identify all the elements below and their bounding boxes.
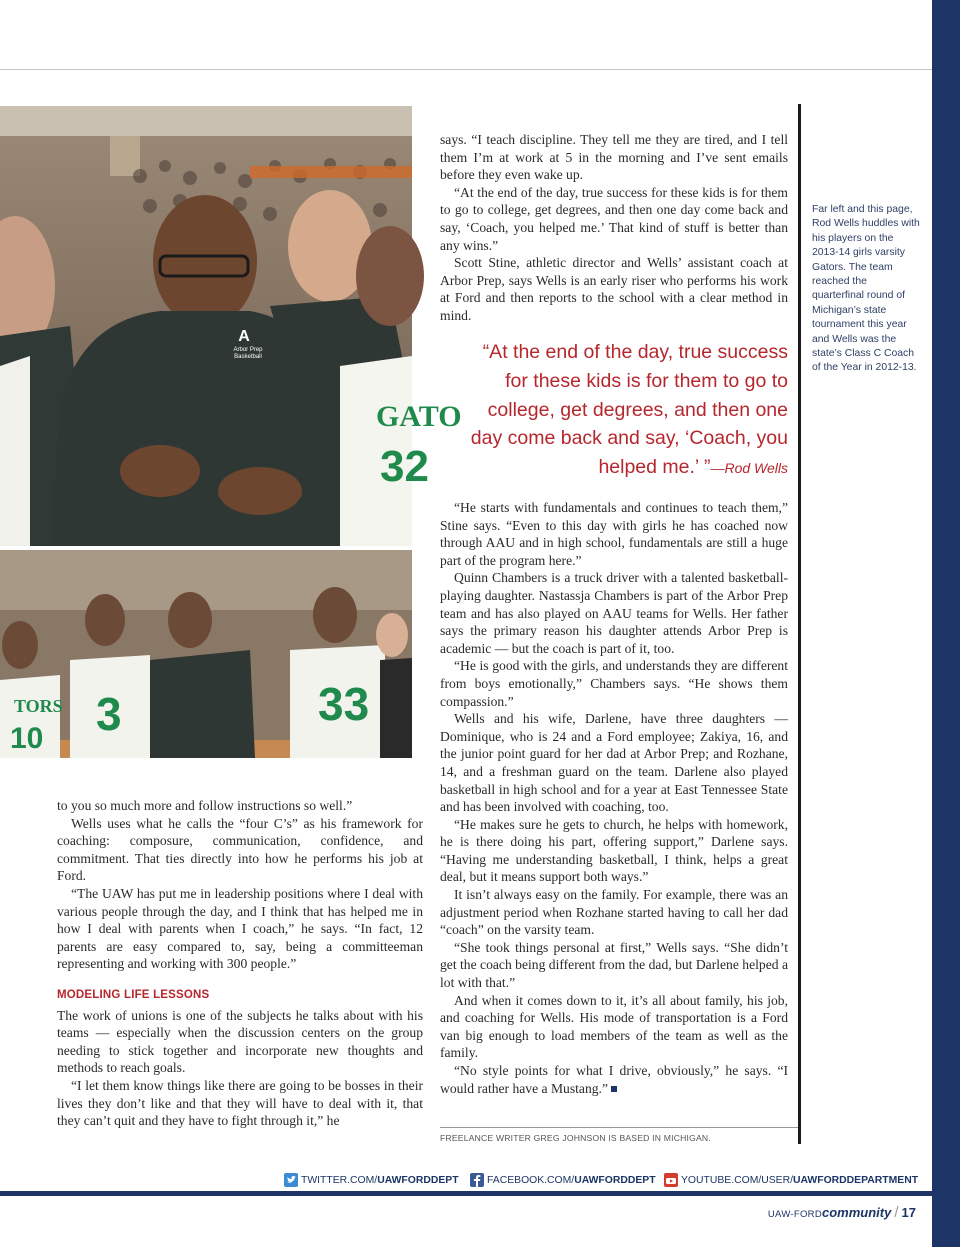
column-left (57, 797, 423, 1130)
jacket-logo-line2: Basketball (234, 354, 262, 360)
pull-quote (468, 338, 788, 483)
paragraph: And when it comes down to it, it’s all about family, his job, and coaching for Wells. His mode of transportation is a Ford van big enough to load members of the team as well as the family. (440, 992, 788, 1061)
last-paragraph-text: “No style points for what I drive, obviously,” he says. “I would rather have a Mustang.” (440, 1063, 788, 1096)
jersey-word-b: TORS (14, 696, 63, 716)
paragraph: The work of unions is one of the subjects he talks about with his teams — especially when the discussion centers on the group needing to stick together and incorporate new thoughts and methods to reach goals. (57, 1007, 423, 1076)
social-twitter-link[interactable] (284, 1172, 459, 1188)
youtube-prefix: YOUTUBE.COM/USER/ (681, 1174, 793, 1186)
paragraph: Scott Stine, athletic director and Wells’ assistant coach at Arbor Prep, says Wells is an early riser who performs his work at Ford and then reports to the school with a clear method in mind. (440, 255, 788, 323)
publication-prefix: UAW-FORD (767, 1209, 823, 1220)
social-facebook-link[interactable] (470, 1172, 656, 1188)
credit-rule (440, 1127, 798, 1128)
paragraph: It isn’t always easy on the family. For example, there was an adjustment period when Rozhane started having to call her dad “coach” on the varsity team. (440, 887, 788, 938)
facebook-icon (470, 1173, 484, 1187)
paragraph: Quinn Chambers is a truck driver with a talented basketball-playing daughter. Nastassja Chambers is part of the Arbor Prep team and has also played on AAU teams for Wells. Her father says the primary reason his daughter attends Arbor Prep is academic — but the coach is part of it, too. (440, 570, 788, 656)
folio (720, 1204, 916, 1222)
youtube-icon (664, 1173, 678, 1187)
header-rule (0, 69, 932, 70)
pull-quote-attribution: —Rod Wells (710, 460, 788, 477)
paragraph: “He is good with the girls, and understands they are different from boys emotionally,” Chambers says. “He shows them compassion.” (440, 658, 788, 709)
facebook-handle: UAWFORDDEPT (574, 1174, 656, 1186)
paragraph: “He makes sure he gets to church, he helps with homework, he is there doing his part, offering support,” Darlene says. “Having me understanding basketball, I think, helps a great deal, but it means support both ways.” (440, 816, 788, 885)
paragraph: “I let them know things like there are going to be bosses in their lives they don’t like and that they will have to deal with it, that they can’t quit and they have to fight through it,” he (57, 1077, 423, 1129)
footer-rule (0, 1191, 932, 1196)
jersey-number-c: 10 (10, 722, 44, 755)
twitter-icon (284, 1173, 298, 1187)
paragraph: says. “I teach discipline. They tell me they are tired, and I tell them I’m at work at 5 in the morning and I’ve sent emails before they even wake up. (440, 132, 788, 183)
page-number: 17 (901, 1205, 916, 1220)
subhead: MODELING LIFE LESSONS (57, 988, 210, 1001)
facebook-prefix: FACEBOOK.COM/ (487, 1174, 575, 1186)
twitter-handle: UAWFORDDEPT (377, 1174, 459, 1186)
youtube-handle: UAWFORDDEPARTMENT (793, 1174, 919, 1186)
photo-team-timeout (0, 550, 412, 758)
jersey-number-b: 33 (318, 678, 370, 730)
paragraph: Wells uses what he calls the “four C’s” as his framework for coaching: composure, communication, confidence, and commitment. That ties directly into how he performs his job at Ford. (57, 815, 423, 884)
jersey-number: 32 (380, 442, 429, 491)
paragraph: “At the end of the day, true success for these kids is for them to go to college, get degrees, and then one day come back and say, ‘Coach, you helped me.’ That kind of stuff is better than any wins.” (440, 184, 788, 253)
photo-coach-huddle (0, 106, 462, 546)
column-middle-top (440, 131, 788, 325)
folio-separator: / (894, 1204, 899, 1221)
publication-name: community (822, 1205, 892, 1220)
column-middle-bottom (440, 499, 788, 1097)
paragraph: “She took things personal at first,” Wells says. “She didn’t get the coach being different from the dad, but Darlene helped a lot with that.” (440, 939, 788, 991)
jersey-number-a: 3 (96, 688, 122, 740)
author-credit: FREELANCE WRITER GREG JOHNSON IS BASED IN MICHIGAN. (440, 1133, 711, 1143)
paragraph: “The UAW has put me in leadership positions where I deal with various people through the day, and I think that has helped me in how I deal with parents when I coach,” he says. “In fact, 12 parents are easy compared to, say, being a committeeman representing and working with 300 people.” (57, 885, 423, 972)
paragraph: to you so much more and follow instructions so well.” (57, 798, 353, 813)
paragraph-last (440, 1062, 788, 1097)
photo-caption: Far left and this page, Rod Wells huddles with his players on the 2013-14 girls varsity Gators. The team reached the quarterfinal round of Michigan’s state tournament this year and Wells was the state’s Class C Coach of the Year in 2012-13. (812, 204, 920, 374)
paragraph: “He starts with fundamentals and continues to teach them,” Stine says. “Even to this day with girls he has coached now through AAU and in high school, fundamentals are still a huge part of the program here.” (440, 500, 788, 568)
paragraph: Wells and his wife, Darlene, have three daughters — Dominique, who is 24 and a Ford employee; Zakiya, 16, and the junior point guard for her dad at Arbor Prep; and Rozhane, 14, and a freshman guard on the team. Darlene also played basketball in high school and for a year at East Tennessee State and has been involved with coaching, too. (440, 711, 788, 815)
right-edge-band (932, 0, 960, 1247)
end-mark-icon (611, 1086, 617, 1092)
column-divider (798, 104, 801, 1144)
jacket-logo-letter: A (238, 328, 250, 345)
jersey-word: GATO (376, 400, 462, 433)
twitter-prefix: TWITTER.COM/ (301, 1174, 378, 1186)
jacket-logo-line1: Arbor Prep (233, 347, 263, 353)
pull-quote-text: “At the end of the day, true success for these kids is for them to go to college, get degrees, and then one day come back and say, ‘Coach, you helped me.’ ” (470, 341, 788, 479)
social-youtube-link[interactable] (664, 1172, 918, 1188)
